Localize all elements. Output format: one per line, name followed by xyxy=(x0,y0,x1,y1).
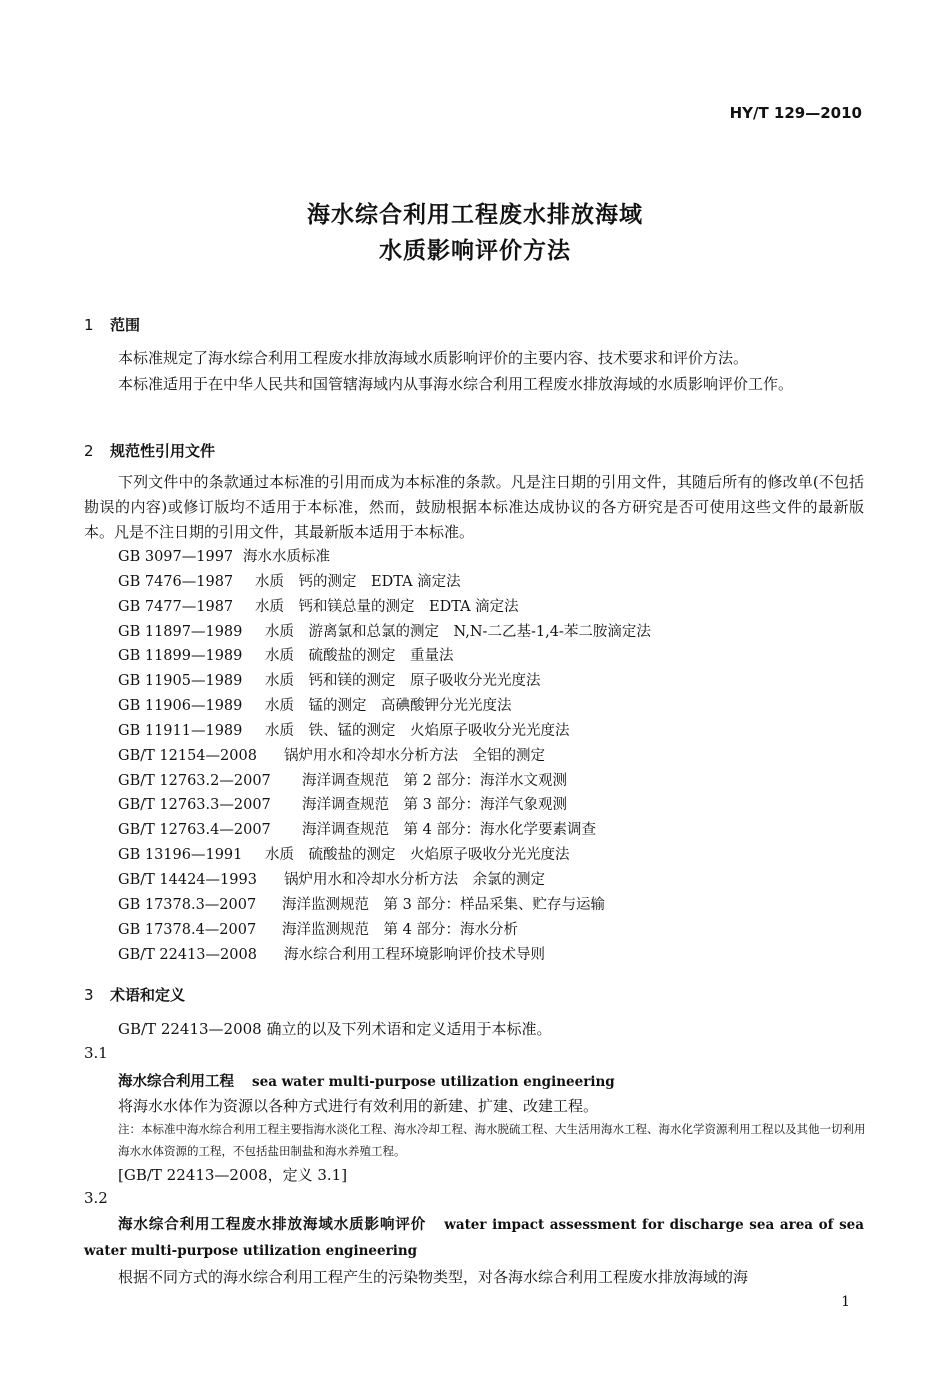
reference-code: GB 11899—1989 xyxy=(118,648,243,665)
reference-item xyxy=(118,918,651,943)
reference-item xyxy=(118,769,651,794)
reference-title: 水质 钙和镁总量的测定 EDTA 滴定法 xyxy=(255,598,519,615)
reference-title: 海水综合利用工程环境影响评价技术导则 xyxy=(284,946,545,963)
term-note: 注：本标准中海水综合利用工程主要指海水淡化工程、海水冷却工程、海水脱硫工程、大生活用海水工程、海水化学资源利用工程以及其他一切利用海水水体资源的工程，不包括盐田制盐和海水养殖工程。 xyxy=(118,1122,866,1158)
section-1-paragraph-1: 本标准规定了海水综合利用工程废水排放海域水质影响评价的主要内容、技术要求和评价方法。 xyxy=(118,349,749,367)
reference-item xyxy=(118,694,651,719)
reference-title: 海洋调查规范 第 4 部分：海水化学要素调查 xyxy=(302,822,596,839)
term-name-en: sea water multi-purpose utilization engineering xyxy=(252,1074,615,1090)
section-number: 1 xyxy=(84,316,94,334)
reference-code: GB/T 12154—2008 xyxy=(118,747,257,764)
reference-item xyxy=(118,570,651,595)
page-number: 1 xyxy=(841,1294,850,1310)
term-source: [GB/T 22413—2008，定义 3.1] xyxy=(118,1166,348,1184)
term-name-zh: 海水综合利用工程废水排放海域水质影响评价 xyxy=(118,1217,427,1233)
reference-title: 海洋监测规范 第 4 部分：海水分析 xyxy=(282,921,518,938)
term-definition: 将海水水体作为资源以各种方式进行有效利用的新建、扩建、改建工程。 xyxy=(118,1097,599,1115)
reference-code: GB/T 12763.2—2007 xyxy=(118,772,271,789)
section-title: 范围 xyxy=(110,316,141,334)
reference-title: 水质 钙的测定 EDTA 滴定法 xyxy=(255,573,461,590)
term-name-zh: 海水综合利用工程 xyxy=(118,1074,234,1090)
reference-title: 水质 铁、锰的测定 火焰原子吸收分光光度法 xyxy=(265,722,570,739)
reference-code: GB 17378.3—2007 xyxy=(118,896,257,913)
section-title: 术语和定义 xyxy=(110,986,186,1004)
reference-code: GB 7477—1987 xyxy=(118,598,234,615)
reference-title: 水质 游离氯和总氯的测定 N,N-二乙基-1,4-苯二胺滴定法 xyxy=(265,623,651,640)
reference-list xyxy=(118,545,651,967)
reference-title: 海洋调查规范 第 2 部分：海洋水文观测 xyxy=(302,772,567,789)
reference-item xyxy=(118,644,651,669)
section-2-intro: 下列文件中的条款通过本标准的引用而成为本标准的条款。凡是注日期的引用文件，其随后所有的修改单(不包括勘误的内容)或修订版均不适用于本标准，然而，鼓励根据本标准达成协议的各方研究是否可使用这些文件的最新版本。凡是不注日期的引用文件，其最新版本适用于本标准。 xyxy=(84,473,864,541)
reference-title: 锅炉用水和冷却水分析方法 余氯的测定 xyxy=(284,871,545,888)
reference-title: 锅炉用水和冷却水分析方法 全铝的测定 xyxy=(284,747,545,764)
section-number: 3 xyxy=(84,986,94,1004)
reference-code: GB/T 12763.3—2007 xyxy=(118,797,271,814)
reference-item xyxy=(118,868,651,893)
reference-title: 水质 硫酸盐的测定 重量法 xyxy=(265,648,454,665)
reference-item xyxy=(118,620,651,645)
reference-code: GB/T 12763.4—2007 xyxy=(118,822,271,839)
reference-item xyxy=(118,669,651,694)
reference-title: 水质 硫酸盐的测定 火焰原子吸收分光光度法 xyxy=(265,847,570,864)
section-2-heading xyxy=(84,440,215,461)
term-definition: 根据不同方式的海水综合利用工程产生的污染物类型，对各海水综合利用工程废水排放海域的海 xyxy=(118,1268,749,1286)
section-3-heading xyxy=(84,984,185,1005)
section-title: 规范性引用文件 xyxy=(110,442,216,460)
reference-title: 海洋调查规范 第 3 部分：海洋气象观测 xyxy=(302,797,567,814)
section-1-paragraph-2: 本标准适用于在中华人民共和国管辖海域内从事海水综合利用工程废水排放海域的水质影响评价工作。 xyxy=(118,375,794,393)
reference-item xyxy=(118,818,651,843)
reference-code: GB 3097—1997 xyxy=(118,549,234,565)
term-name xyxy=(84,1212,864,1264)
reference-code: GB/T 14424—1993 xyxy=(118,871,257,888)
reference-code: GB 11897—1989 xyxy=(118,623,243,640)
reference-title: 水质 钙和镁的测定 原子吸收分光光度法 xyxy=(265,673,541,690)
standard-code: HY/T 129—2010 xyxy=(729,104,862,122)
reference-code: GB 11905—1989 xyxy=(118,673,243,690)
reference-item xyxy=(118,893,651,918)
reference-item xyxy=(118,545,651,570)
reference-title: 海水水质标准 xyxy=(243,549,330,565)
reference-item xyxy=(118,595,651,620)
reference-code: GB/T 22413—2008 xyxy=(118,946,257,963)
reference-item xyxy=(118,843,651,868)
reference-code: GB 17378.4—2007 xyxy=(118,921,257,938)
section-3-intro: GB/T 22413—2008 确立的以及下列术语和定义适用于本标准。 xyxy=(118,1020,552,1038)
reference-item xyxy=(118,943,651,968)
term-name-en: water impact assessment for discharge sea area of sea water multi-purpose utilization engineering xyxy=(84,1217,865,1259)
section-number: 2 xyxy=(84,442,94,460)
section-1-heading xyxy=(84,314,140,335)
reference-item xyxy=(118,793,651,818)
reference-code: GB 7476—1987 xyxy=(118,573,234,590)
term-number: 3.2 xyxy=(84,1189,108,1207)
reference-title: 水质 锰的测定 高碘酸钾分光光度法 xyxy=(265,698,512,715)
reference-item xyxy=(118,744,651,769)
reference-code: GB 13196—1991 xyxy=(118,847,243,864)
reference-item xyxy=(118,719,651,744)
reference-code: GB 11911—1989 xyxy=(118,722,243,739)
document-title-line2: 水质影响评价方法 xyxy=(379,238,571,264)
term-number: 3.1 xyxy=(84,1044,108,1062)
reference-title: 海洋监测规范 第 3 部分：样品采集、贮存与运输 xyxy=(282,896,605,913)
reference-code: GB 11906—1989 xyxy=(118,698,243,715)
term-name xyxy=(118,1070,615,1091)
document-title-line1: 海水综合利用工程废水排放海域 xyxy=(307,202,643,228)
